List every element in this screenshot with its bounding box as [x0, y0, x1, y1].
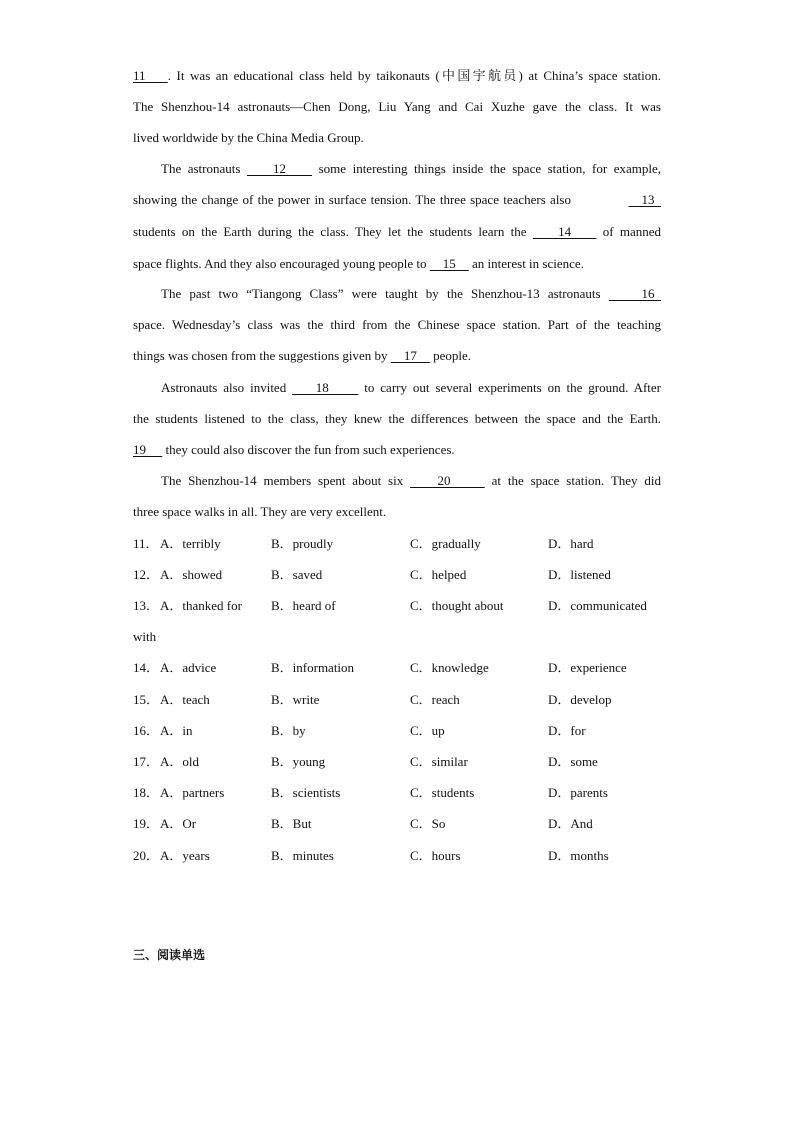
- option-c: C．So: [410, 816, 446, 831]
- question-number: 12．: [133, 567, 160, 582]
- passage-line: [161, 284, 661, 304]
- option-b: B．But: [271, 816, 312, 831]
- passage-line: lived worldwide by the China Media Group.: [133, 130, 364, 145]
- option-b: B．saved: [271, 567, 323, 582]
- passage-line: [133, 222, 661, 242]
- passage-line: the students listened to the class, they knew the differences between the space and the Earth.: [133, 411, 661, 426]
- option-d: D．listened: [548, 567, 611, 582]
- passage-text: space flights. And they also encouraged young people to: [133, 256, 430, 271]
- passage-line: [133, 190, 661, 210]
- blank-18: 18: [292, 380, 359, 395]
- passage-text: they could also discover the fun from such experiences.: [162, 442, 455, 457]
- passage-line: [133, 440, 455, 460]
- passage-line: [161, 159, 661, 179]
- option-c: C．up: [410, 723, 445, 738]
- option-a: A．terribly: [160, 536, 221, 551]
- blank-15: 15: [429, 256, 469, 271]
- blank-13: 13: [628, 192, 661, 207]
- blank-16: 16: [608, 286, 662, 301]
- blank-19: 19: [133, 442, 163, 457]
- passage-text: The Shenzhou-14 members spent about six: [161, 473, 411, 488]
- option-c: C．knowledge: [410, 660, 489, 675]
- option-b: B．write: [271, 692, 320, 707]
- option-b: B．by: [271, 723, 306, 738]
- option-d: D．experience: [548, 660, 627, 675]
- option-b: B．proudly: [271, 536, 334, 551]
- option-a: A．Or: [160, 816, 197, 831]
- passage-text: people.: [429, 348, 471, 363]
- option-c: C．hours: [410, 848, 461, 863]
- passage-text: of manned: [596, 224, 661, 239]
- option-c: C．thought about: [410, 598, 504, 613]
- option-b: B．information: [271, 660, 355, 675]
- question-number: 17．: [133, 754, 160, 769]
- question-number: 13．: [133, 598, 160, 613]
- passage-text: Astronauts also invited: [161, 380, 293, 395]
- option-d: D．for: [548, 723, 586, 738]
- option-d: D．develop: [548, 692, 612, 707]
- passage-line: [133, 346, 471, 366]
- passage-line: The Shenzhou-14 astronauts—Chen Dong, Liu Yang and Cai Xuzhe gave the class. It was: [133, 99, 661, 114]
- option-b: B．minutes: [271, 848, 334, 863]
- question-number: 19．: [133, 816, 160, 831]
- option-d: D．parents: [548, 785, 608, 800]
- option-d: D．months: [548, 848, 609, 863]
- option-b: B．heard of: [271, 598, 336, 613]
- passage-text: to carry out several experiments on the ground. After: [358, 380, 661, 395]
- option-d: D．communicated: [548, 598, 647, 613]
- passage-text: some interesting things inside the space station, for example,: [312, 161, 662, 176]
- question-number: 16．: [133, 723, 160, 738]
- option-a: A．in: [160, 723, 193, 738]
- question-number: 11．: [133, 536, 159, 551]
- option-c: C．reach: [410, 692, 460, 707]
- passage-line: [161, 471, 661, 491]
- option-d: D．some: [548, 754, 598, 769]
- option-b: B．scientists: [271, 785, 341, 800]
- passage-text: things was chosen from the suggestions given by: [133, 348, 391, 363]
- option-a: A．advice: [160, 660, 217, 675]
- option-d-wrap: with: [133, 629, 157, 644]
- option-c: C．similar: [410, 754, 468, 769]
- passage-line: space. Wednesday’s class was the third from the Chinese space station. Part of the teaching: [133, 317, 661, 332]
- passage-line: [133, 254, 584, 274]
- passage-line: [133, 66, 661, 86]
- option-a: A．thanked for: [160, 598, 242, 613]
- option-c: C．helped: [410, 567, 467, 582]
- option-a: A．old: [160, 754, 200, 769]
- passage-text: The past two “Tiangong Class” were taught by the Shenzhou-13 astronauts: [161, 286, 609, 301]
- option-a: A．teach: [160, 692, 210, 707]
- option-d: D．And: [548, 816, 593, 831]
- question-number: 14．: [133, 660, 160, 675]
- passage-text: an interest in science.: [468, 256, 584, 271]
- option-b: B．young: [271, 754, 326, 769]
- passage-line: three space walks in all. They are very excellent.: [133, 504, 387, 519]
- question-number: 20．: [133, 848, 160, 863]
- blank-17: 17: [390, 348, 430, 363]
- question-number: 18．: [133, 785, 160, 800]
- option-a: A．showed: [160, 567, 223, 582]
- blank-11: 11: [133, 68, 168, 83]
- passage-text: students on the Earth during the class. They let the students learn the: [133, 224, 533, 239]
- section-heading: 三、阅读单选: [133, 948, 206, 962]
- passage-text: . It was an educational class held by taikonauts (中国宇航员) at China’s space station.: [167, 68, 661, 83]
- blank-14: 14: [532, 224, 597, 239]
- passage-line: [161, 378, 661, 398]
- option-a: A．years: [160, 848, 210, 863]
- option-c: C．gradually: [410, 536, 481, 551]
- option-c: C．students: [410, 785, 475, 800]
- blank-20: 20: [410, 473, 485, 488]
- passage-text: The astronauts: [161, 161, 247, 176]
- blank-12: 12: [246, 161, 313, 176]
- passage-text: showing the change of the power in surface tension. The three space teachers also: [133, 192, 571, 207]
- option-d: D．hard: [548, 536, 594, 551]
- passage-text: at the space station. They did: [484, 473, 661, 488]
- option-a: A．partners: [160, 785, 225, 800]
- question-number: 15．: [133, 692, 160, 707]
